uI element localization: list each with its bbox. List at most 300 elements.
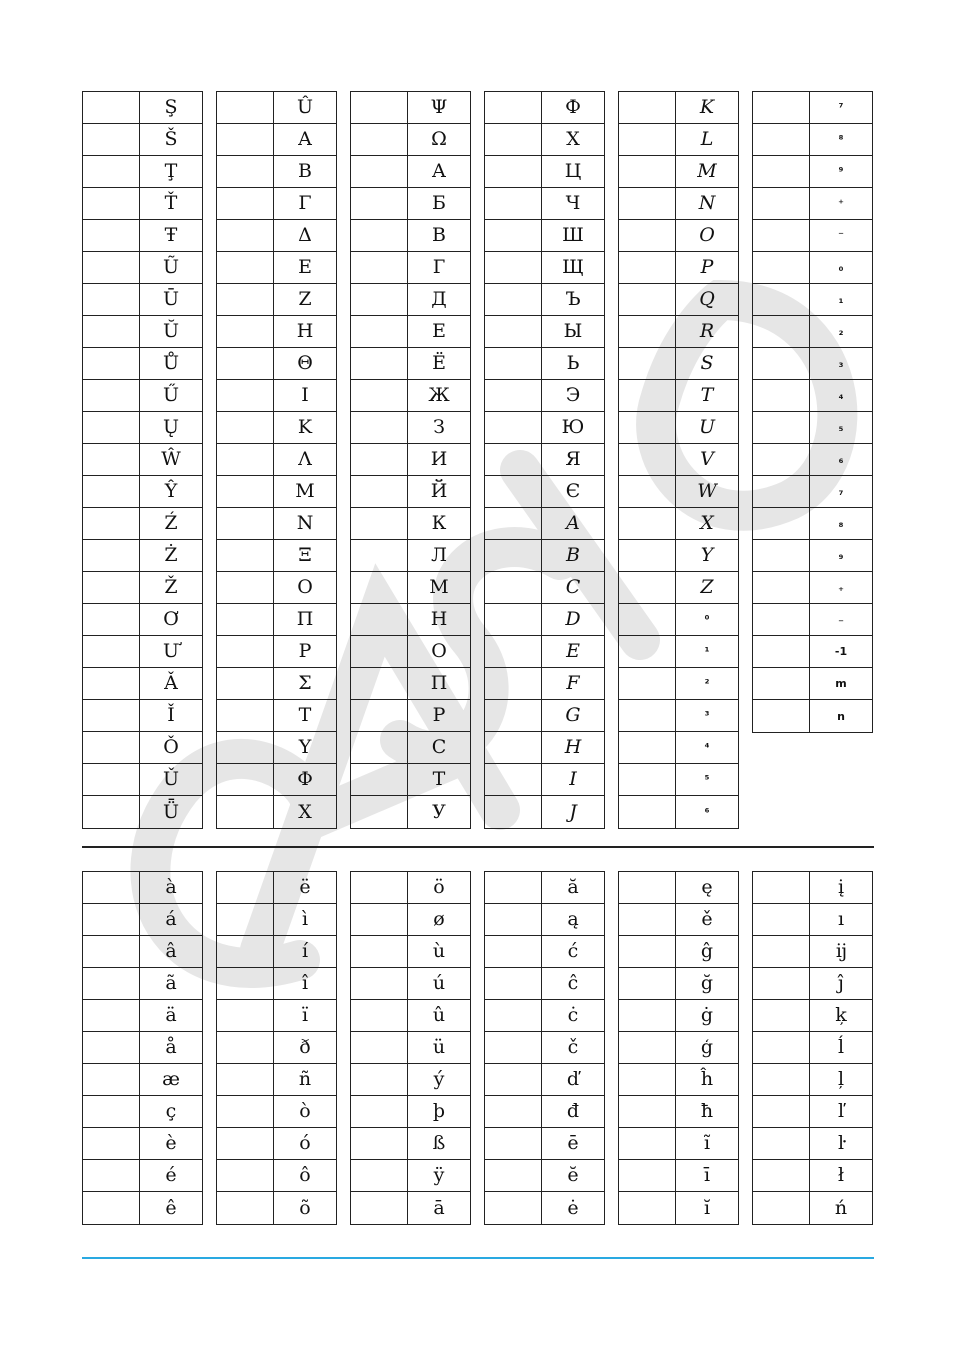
blank-cell — [83, 1032, 140, 1063]
table-row — [217, 1064, 336, 1096]
blank-cell — [485, 156, 542, 187]
blank-cell — [619, 316, 676, 347]
table-row — [619, 796, 738, 828]
blank-cell — [83, 92, 140, 123]
table-row — [485, 124, 604, 156]
blank-cell — [83, 1000, 140, 1031]
char-cell: î — [301, 972, 309, 994]
blank-cell — [619, 124, 676, 155]
blank-cell — [753, 284, 810, 315]
char-cell: ò — [299, 1100, 311, 1122]
blank-cell — [753, 1032, 810, 1063]
blank-cell — [83, 284, 140, 315]
table-row — [485, 604, 604, 636]
blank-cell — [351, 1160, 408, 1191]
table-row — [753, 1128, 872, 1160]
char-cell: ĉ — [567, 972, 579, 994]
blank-cell — [217, 1064, 274, 1095]
table-row — [485, 700, 604, 732]
blank-cell — [351, 188, 408, 219]
char-cell: J — [569, 800, 577, 823]
section2-column — [350, 871, 471, 1225]
table-row — [619, 764, 738, 796]
char-cell: ě — [701, 908, 713, 930]
char-cell: Ŷ — [164, 480, 178, 502]
char-cell: Ξ — [298, 544, 312, 566]
blank-cell — [351, 1032, 408, 1063]
blank-cell — [351, 796, 408, 828]
char-cell: H — [564, 736, 582, 758]
blank-cell — [351, 904, 408, 935]
blank-cell — [351, 636, 408, 667]
blank-cell — [753, 1192, 810, 1224]
table-row — [351, 1032, 470, 1064]
table-row — [485, 1096, 604, 1128]
blank-cell — [217, 1128, 274, 1159]
char-cell: ð — [299, 1036, 311, 1058]
blank-cell — [485, 968, 542, 999]
char-cell: Σ — [298, 672, 312, 694]
blank-cell — [619, 1064, 676, 1095]
blank-cell — [753, 348, 810, 379]
table-row — [83, 220, 202, 252]
char-cell: ė — [567, 1196, 579, 1219]
blank-cell — [619, 872, 676, 903]
blank-cell — [485, 444, 542, 475]
char-cell: ¹ — [704, 645, 710, 658]
blank-cell — [485, 796, 542, 828]
table-row — [351, 1160, 470, 1192]
table-row — [619, 1096, 738, 1128]
char-cell: O — [699, 224, 715, 246]
char-cell: Ų — [162, 416, 179, 438]
table-row — [753, 1032, 872, 1064]
char-cell: Т — [432, 768, 446, 790]
blank-cell — [485, 1128, 542, 1159]
table-row — [83, 796, 202, 828]
char-cell: R — [699, 320, 715, 342]
char-cell: ₂ — [838, 325, 844, 338]
blank-cell — [485, 1096, 542, 1127]
blank-cell — [753, 936, 810, 967]
blank-cell — [83, 348, 140, 379]
table-row — [619, 444, 738, 476]
blank-cell — [485, 284, 542, 315]
blank-cell — [753, 92, 810, 123]
char-cell: ć — [567, 940, 579, 962]
table-row — [83, 348, 202, 380]
char-cell: Κ — [297, 416, 313, 438]
blank-cell — [83, 1096, 140, 1127]
table-row — [619, 636, 738, 668]
table-row — [217, 348, 336, 380]
blank-cell — [619, 1128, 676, 1159]
char-cell: ı — [837, 908, 845, 930]
table-row — [83, 764, 202, 796]
blank-cell — [753, 444, 810, 475]
char-cell: П — [430, 672, 448, 694]
blank-cell — [217, 1192, 274, 1224]
blank-cell — [485, 668, 542, 699]
blank-cell — [619, 444, 676, 475]
blank-cell — [217, 156, 274, 187]
char-cell: U — [698, 416, 715, 438]
char-cell: Ư — [162, 640, 179, 662]
table-row — [83, 1000, 202, 1032]
table-row — [217, 604, 336, 636]
char-cell: ď — [566, 1068, 580, 1090]
char-cell: А — [431, 160, 447, 182]
char-cell: ⁷ — [838, 101, 844, 114]
table-row — [351, 476, 470, 508]
blank-cell — [619, 732, 676, 763]
blank-cell — [485, 1192, 542, 1224]
blank-cell — [351, 124, 408, 155]
blank-cell — [753, 316, 810, 347]
table-row — [83, 968, 202, 1000]
blank-cell — [217, 1160, 274, 1191]
blank-cell — [619, 968, 676, 999]
blank-cell — [351, 476, 408, 507]
table-row — [619, 1064, 738, 1096]
table-row — [753, 700, 872, 732]
char-cell: D — [565, 608, 581, 630]
section2-column — [82, 871, 203, 1225]
blank-cell — [485, 604, 542, 635]
char-cell: ń — [834, 1196, 848, 1219]
table-row — [83, 444, 202, 476]
blank-cell — [485, 936, 542, 967]
table-row — [485, 1128, 604, 1160]
table-row — [83, 1128, 202, 1160]
char-cell: Ν — [296, 512, 314, 534]
blank-cell — [753, 412, 810, 443]
table-row — [619, 540, 738, 572]
blank-cell — [351, 764, 408, 795]
char-cell: Υ — [298, 736, 312, 758]
char-cell: Ů — [162, 352, 179, 374]
table-row — [619, 124, 738, 156]
blank-cell — [619, 572, 676, 603]
blank-cell — [217, 1000, 274, 1031]
table-row — [351, 1128, 470, 1160]
char-cell: Ũ — [162, 256, 179, 278]
blank-cell — [619, 188, 676, 219]
blank-cell — [485, 1032, 542, 1063]
table-row — [351, 668, 470, 700]
table-row — [753, 668, 872, 700]
table-row — [83, 124, 202, 156]
char-cell: m — [835, 677, 847, 690]
blank-cell — [217, 316, 274, 347]
table-row — [753, 476, 872, 508]
table-row — [351, 764, 470, 796]
char-cell: Ψ — [430, 96, 448, 118]
table-row — [217, 476, 336, 508]
char-cell: Ŵ — [161, 448, 181, 470]
table-row — [619, 1160, 738, 1192]
blank-cell — [83, 316, 140, 347]
blank-cell — [485, 380, 542, 411]
table-row — [217, 540, 336, 572]
table-row — [351, 540, 470, 572]
table-row — [753, 380, 872, 412]
table-row — [485, 412, 604, 444]
blank-cell — [83, 764, 140, 795]
char-cell: ì — [301, 908, 309, 930]
table-row — [83, 1096, 202, 1128]
char-cell: Χ — [298, 800, 312, 823]
char-cell: Й — [430, 480, 448, 502]
blank-cell — [485, 316, 542, 347]
blank-cell — [217, 572, 274, 603]
char-cell: M — [697, 160, 717, 182]
table-row — [83, 156, 202, 188]
blank-cell — [753, 540, 810, 571]
table-row — [351, 284, 470, 316]
table-row — [485, 156, 604, 188]
char-cell: ⁻ — [838, 229, 844, 242]
blank-cell — [619, 1032, 676, 1063]
blank-cell — [753, 188, 810, 219]
blank-cell — [83, 700, 140, 731]
table-row — [753, 604, 872, 636]
table-row — [351, 872, 470, 904]
table-row — [485, 968, 604, 1000]
blank-cell — [351, 92, 408, 123]
table-row — [217, 872, 336, 904]
table-row — [351, 636, 470, 668]
char-cell: į — [837, 876, 845, 898]
table-row — [619, 968, 738, 1000]
char-cell: ä — [165, 1004, 177, 1026]
blank-cell — [485, 636, 542, 667]
table-row — [351, 968, 470, 1000]
blank-cell — [351, 700, 408, 731]
table-row — [619, 284, 738, 316]
table-row — [485, 380, 604, 412]
blank-cell — [83, 412, 140, 443]
section1-column — [618, 91, 739, 829]
blank-cell — [217, 380, 274, 411]
table-row — [217, 92, 336, 124]
table-row — [351, 508, 470, 540]
blank-cell — [83, 872, 140, 903]
table-row — [485, 284, 604, 316]
blank-cell — [619, 508, 676, 539]
char-cell: Ы — [563, 320, 583, 342]
blank-cell — [83, 444, 140, 475]
char-cell: A — [566, 512, 580, 534]
section1-column — [752, 91, 873, 733]
blank-cell — [217, 444, 274, 475]
blank-cell — [753, 476, 810, 507]
char-cell: ⁵ — [704, 773, 710, 786]
char-cell: P — [700, 256, 714, 278]
char-cell: Τ — [298, 704, 312, 726]
blank-cell — [753, 1000, 810, 1031]
char-cell: ķ — [835, 1004, 847, 1026]
char-cell: Ş — [164, 96, 178, 118]
char-cell: þ — [432, 1100, 446, 1122]
blank-cell — [485, 348, 542, 379]
char-cell: ₆ — [838, 453, 844, 466]
blank-cell — [619, 476, 676, 507]
char-cell: ã — [165, 972, 177, 994]
blank-cell — [351, 1000, 408, 1031]
char-cell: è — [165, 1132, 177, 1154]
char-cell: ĺ — [837, 1036, 845, 1058]
table-row — [351, 904, 470, 936]
char-cell: Ť — [164, 192, 178, 214]
char-cell: Щ — [562, 256, 584, 278]
char-cell: ý — [433, 1068, 445, 1090]
char-cell: Π — [296, 608, 314, 630]
char-cell: Β — [298, 160, 312, 182]
blank-cell — [485, 476, 542, 507]
blank-cell — [83, 732, 140, 763]
char-cell: N — [698, 192, 716, 214]
table-row — [83, 668, 202, 700]
table-row — [485, 572, 604, 604]
char-cell: ⁴ — [704, 741, 710, 754]
table-row — [753, 156, 872, 188]
table-row — [753, 904, 872, 936]
table-row — [619, 1128, 738, 1160]
blank-cell — [485, 508, 542, 539]
char-cell: Ż — [164, 544, 178, 566]
table-row — [217, 252, 336, 284]
blank-cell — [83, 1128, 140, 1159]
section1-column — [216, 91, 337, 829]
char-cell: ħ — [700, 1100, 714, 1122]
blank-cell — [619, 904, 676, 935]
blank-cell — [619, 380, 676, 411]
table-row — [83, 92, 202, 124]
blank-cell — [83, 572, 140, 603]
char-cell: ç — [165, 1100, 177, 1122]
char-cell: Ź — [164, 512, 178, 534]
blank-cell — [83, 936, 140, 967]
char-cell: Е — [432, 320, 446, 342]
char-cell: ⁸ — [838, 133, 844, 146]
char-cell: Я — [565, 448, 581, 470]
char-cell: ĥ — [700, 1068, 714, 1090]
char-cell: W — [697, 480, 717, 502]
blank-cell — [619, 1160, 676, 1191]
char-cell: ₅ — [838, 421, 844, 434]
char-cell: Ь — [566, 352, 580, 374]
blank-cell — [351, 220, 408, 251]
char-cell: é — [165, 1164, 177, 1186]
table-row — [217, 968, 336, 1000]
char-cell: Ю — [561, 416, 585, 438]
char-cell: n — [837, 709, 845, 723]
blank-cell — [83, 904, 140, 935]
table-row — [351, 604, 470, 636]
table-row — [83, 476, 202, 508]
char-cell: Д — [431, 288, 447, 310]
section2-column — [752, 871, 873, 1225]
blank-cell — [217, 604, 274, 635]
table-row — [351, 1064, 470, 1096]
table-row — [217, 284, 336, 316]
section1-column — [82, 91, 203, 829]
char-cell: ³ — [704, 709, 710, 722]
blank-cell — [217, 700, 274, 731]
table-row — [351, 188, 470, 220]
table-row — [753, 572, 872, 604]
table-row — [485, 636, 604, 668]
char-cell: â — [165, 940, 177, 962]
blank-cell — [83, 668, 140, 699]
char-cell: æ — [162, 1068, 180, 1090]
char-cell: ² — [704, 677, 710, 690]
blank-cell — [351, 444, 408, 475]
char-cell: Ρ — [298, 640, 312, 662]
blank-cell — [619, 1000, 676, 1031]
blank-cell — [485, 764, 542, 795]
blank-cell — [753, 508, 810, 539]
char-cell: Y — [700, 544, 714, 566]
blank-cell — [619, 412, 676, 443]
table-row — [83, 572, 202, 604]
table-row — [351, 1000, 470, 1032]
char-cell: á — [165, 908, 177, 930]
char-cell: X — [700, 512, 714, 534]
table-row — [619, 572, 738, 604]
char-cell: Ζ — [298, 288, 312, 310]
char-cell: ĭ — [703, 1196, 711, 1219]
char-cell: Н — [430, 608, 448, 630]
table-row — [83, 1192, 202, 1224]
blank-cell — [619, 668, 676, 699]
blank-cell — [619, 636, 676, 667]
table-row — [753, 1096, 872, 1128]
table-row — [485, 668, 604, 700]
char-cell: ľ — [837, 1100, 845, 1122]
char-cell: Ŧ — [164, 224, 178, 246]
char-cell: Μ — [295, 480, 315, 502]
char-cell: Ǐ — [167, 704, 175, 726]
table-row — [753, 444, 872, 476]
table-row — [83, 284, 202, 316]
table-row — [351, 412, 470, 444]
blank-cell — [351, 348, 408, 379]
table-row — [83, 872, 202, 904]
char-cell: Л — [431, 544, 447, 566]
blank-cell — [619, 348, 676, 379]
table-row — [753, 220, 872, 252]
table-row — [485, 732, 604, 764]
blank-cell — [485, 188, 542, 219]
blank-cell — [217, 732, 274, 763]
blank-cell — [351, 668, 408, 699]
section2-column — [216, 871, 337, 1225]
table-row — [485, 220, 604, 252]
blank-cell — [619, 220, 676, 251]
table-row — [753, 124, 872, 156]
table-row — [217, 188, 336, 220]
char-cell: I — [569, 768, 577, 790]
table-row — [83, 540, 202, 572]
blank-cell — [351, 1064, 408, 1095]
table-row — [485, 316, 604, 348]
table-row — [619, 252, 738, 284]
char-cell: ₊ — [838, 581, 844, 594]
table-row — [351, 92, 470, 124]
table-row — [619, 412, 738, 444]
